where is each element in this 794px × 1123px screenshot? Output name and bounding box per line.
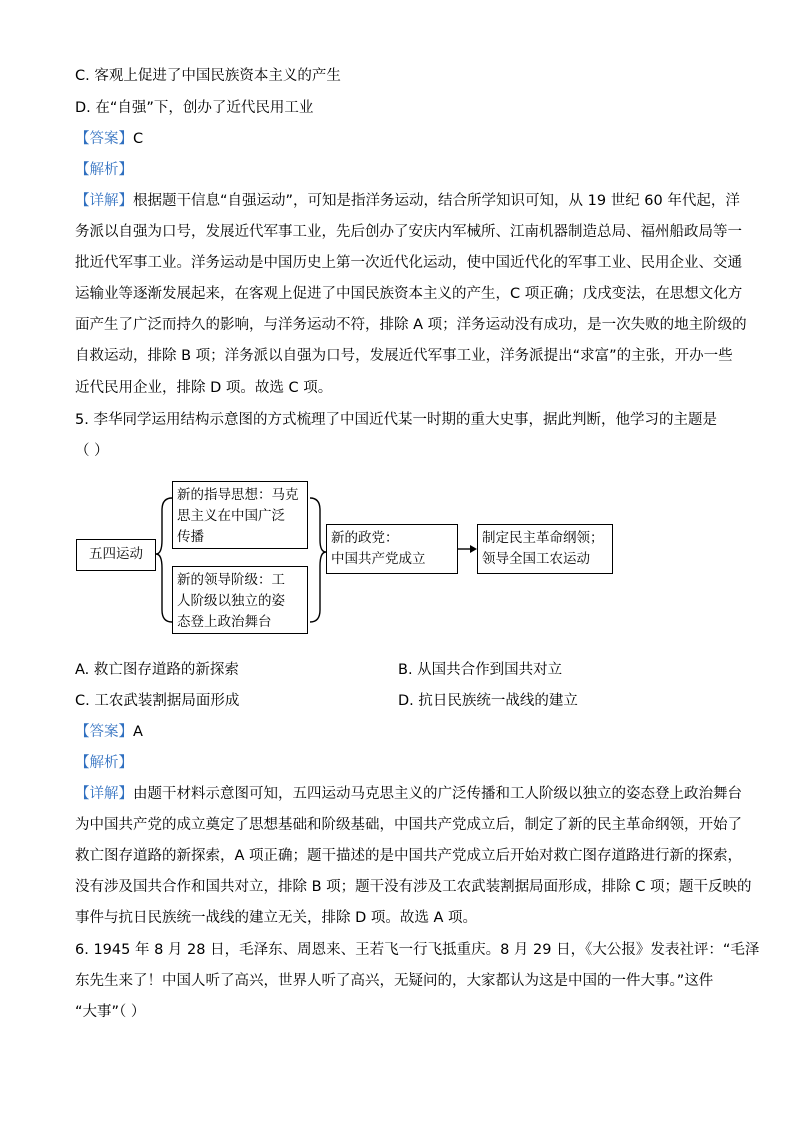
question-6-stem: 东先生来了！中国人听了高兴，世界人听了高兴，无疑问的，大家都认为这是中国的一件大事。”这件 <box>75 973 714 989</box>
detail-line: 事件与抗日民族统一战线的建立无关，排除 D 项。故选 A 项。 <box>75 910 478 926</box>
detail-label: 【详解】 <box>75 786 133 802</box>
box-new-guiding-thought: 新的指导思想：马克 思主义在中国广泛 传播 <box>172 481 308 549</box>
detail-line: 自救运动，排除 B 项；洋务派以自强为口号，发展近代军事工业，洋务派提出“求富”的主张，开办一些 <box>75 348 733 364</box>
question-6-stem: “大事”（ ） <box>75 1004 146 1020</box>
detail-line: 【详解】由题干材料示意图可知，五四运动马克思主义的广泛传播和工人阶级以独立的姿态登上政治舞台 <box>75 786 742 802</box>
analysis-label: 【解析】 <box>75 162 133 178</box>
answer-line <box>75 722 143 742</box>
answer-label: 【答案】 <box>75 724 133 740</box>
question-6-stem: 6. 1945 年 8 月 28 日，毛泽东、周恩来、王若飞一行飞抵重庆。8 月 29 日，《大公报》发表社评：“毛泽 <box>75 942 760 958</box>
option-d-text: D. 在“自强”下，创办了近代民用工业 <box>75 100 314 116</box>
box-new-party: 新的政党： 中国共产党成立 <box>326 524 458 574</box>
detail-line: 面产生了广泛而持久的影响，与洋务运动不符，排除 A 项；洋务运动没有成功，是一次失败的地主阶级的 <box>75 317 747 333</box>
option-c-text: C. 工农武装割据局面形成 <box>75 693 240 709</box>
detail-line: 近代民用企业，排除 D 项。故选 C 项。 <box>75 380 333 396</box>
box-new-leading-class: 新的领导阶级：工 人阶级以独立的姿 态登上政治舞台 <box>172 566 308 634</box>
answer-value: A <box>133 724 143 740</box>
detail-line: 务派以自强为口号，发展近代军事工业，先后创办了安庆内军械所、江南机器制造总局、福州船政局等一 <box>75 224 742 240</box>
box-revolution-program: 制定民主革命纲领； 领导全国工农运动 <box>477 524 613 574</box>
detail-line: 【详解】根据题干信息“自强运动”，可知是指洋务运动，结合所学知识可知，从 19 世纪 60 年代起，洋 <box>75 193 740 209</box>
detail-line: 运输业等逐渐发展起来，在客观上促进了中国民族资本主义的产生，C 项正确；戊戌变法，在思想文化方 <box>75 286 743 302</box>
box-may-fourth: 五四运动 <box>76 539 156 571</box>
analysis-label: 【解析】 <box>75 755 133 771</box>
option-b-text: B. 从国共合作到国共对立 <box>398 662 563 678</box>
option-a-text: A. 救亡图存道路的新探索 <box>75 662 239 678</box>
question-5-stem: 5. 李华同学运用结构示意图的方式梳理了中国近代某一时期的重大史事，据此判断，他学习的主题是 <box>75 412 717 428</box>
option-c-text: C. 客观上促进了中国民族资本主义的产生 <box>75 68 341 84</box>
answer-label: 【答案】 <box>75 131 133 147</box>
detail-line: 批近代军事工业。洋务运动是中国历史上第一次近代化运动，使中国近代化的军事工业、民用企业、交通 <box>75 255 742 271</box>
detail-line: 没有涉及国共合作和国共对立，排除 B 项；题干没有涉及工农武装割据局面形成，排除 C 项；题干反映的 <box>75 879 752 895</box>
detail-line: 为中国共产党的成立奠定了思想基础和阶级基础，中国共产党成立后，制定了新的民主革命纲领，开始了 <box>75 817 742 833</box>
detail-label: 【详解】 <box>75 193 133 209</box>
answer-value: C <box>133 131 144 147</box>
question-5-blank: （ ） <box>75 443 109 459</box>
option-d-text: D. 抗日民族统一战线的建立 <box>398 693 578 709</box>
detail-line: 救亡图存道路的新探索，A 项正确；题干描述的是中国共产党成立后开始对救亡图存道路进行新的探索， <box>75 848 743 864</box>
